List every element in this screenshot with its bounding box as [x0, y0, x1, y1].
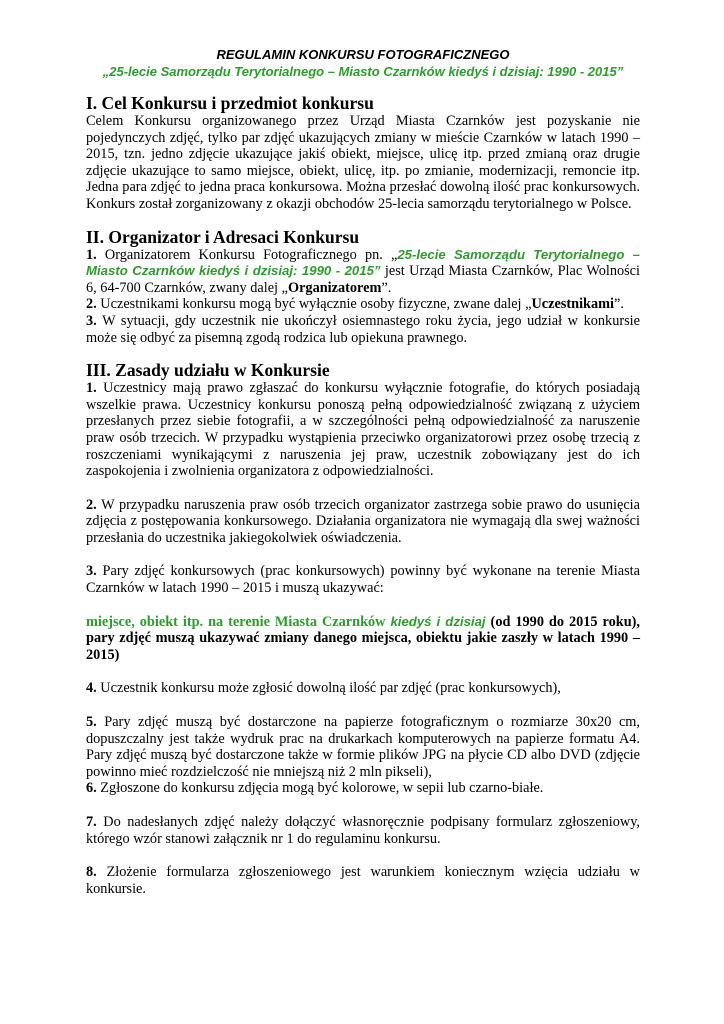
section-3-heading: III. Zasady udziału w Konkursie — [86, 360, 330, 381]
section-3-paragraph-4 — [86, 680, 640, 697]
section-3-paragraph-2 — [86, 497, 640, 547]
paragraph-text: Uczestnikami konkursu mogą być wyłącznie osoby fizyczne, zwane dalej „ — [96, 296, 532, 313]
paragraph-number: 3. — [86, 312, 97, 329]
paragraph-number: 2. — [86, 296, 97, 313]
paragraph-number: 4. — [86, 680, 97, 697]
section-3-paragraph-1 — [86, 380, 640, 480]
paragraph-text: Zgłoszone do konkursu zdjęcia mogą być kolorowe, w sepii lub czarno-białe. — [96, 780, 544, 797]
bold-term-participants: Uczestnikami — [531, 296, 615, 313]
paragraph-number: 6. — [86, 780, 97, 797]
emphasis-bold-text: (od 1990 do 2015 roku), pary zdjęć muszą ukazywać zmiany danego miejsca, obiektu jakie zaszły w latach 1990 – 2015) — [86, 613, 641, 663]
paragraph-text: Uczestnik konkursu może zgłosić dowolną ilość par zdjęć (prac konkursowych), — [96, 680, 561, 697]
emphasis-green-text: miejsce, obiekt itp. na terenie Miasta Czarnków — [86, 613, 391, 630]
section-3-emphasis — [86, 614, 640, 664]
paragraph-number: 5. — [86, 714, 97, 731]
section-3-paragraph-8 — [86, 864, 640, 897]
bold-term-organizer: Organizatorem — [287, 279, 382, 296]
section-2-paragraph-2 — [86, 296, 640, 313]
section-1-body: Celem Konkursu organizowanego przez Urząd Miasta Czarnków jest pozyskanie nie pojedynczych zdjęć, tylko par zdjęć ukazujących zmiany w mieście Czarnków w latach 1990 – 2015, tzn. jedno zdjęcie ukazujące jakiś obiekt, miejsce, ulicę itp. przed zmianą oraz drugie zdjęcie ukazujące to samo miejsce, obiekt, ulicę, itp. po zmianie, modernizacji, remoncie itp. Jedna para zdjęć to jedna praca konkursowa. Można przesłać dowolną ilość prac konkursowych. Konkurs został zorganizowany z okazji obchodów 25-lecia samorządu terytorialnego w Polsce. — [86, 113, 640, 212]
emphasis-green-italic: kiedyś i dzisiaj — [390, 613, 486, 629]
paragraph-text: ”. — [614, 296, 624, 313]
paragraph-number: 7. — [86, 814, 97, 830]
paragraph-text: Złożenie formularza zgłoszeniowego jest warunkiem koniecznym wzięcia udziału w konkursie. — [86, 864, 640, 897]
paragraph-number: 3. — [86, 563, 97, 580]
paragraph-text: Pary zdjęć konkursowych (prac konkursowych) powinny być wykonane na terenie Miasta Czarnków w latach 1990 – 2015 i muszą ukazywać: — [86, 563, 640, 597]
section-3-paragraph-7 — [86, 814, 640, 847]
paragraph-text: Pary zdjęć muszą być dostarczone na papierze fotograficznym o rozmiarze 30x20 cm, dopuszczalny jest także wydruk prac na drukarkach komputerowych na papierze formatu A4. Pary zdjęć muszą być dostarczone także w formie plików JPG na płycie CD albo DVD (zdjęcie powinno mieć rozdzielczość nie mniejszą niż 2 mln pikseli), — [86, 714, 640, 780]
section-3-paragraph-5 — [86, 714, 640, 780]
document-page — [86, 46, 640, 897]
contest-name-highlight: 25-lecie Samorządu Terytorialnego – Miasto Czarnków kiedyś i dzisiaj: 1990 - 2015” — [86, 246, 640, 279]
paragraph-text: W przypadku naruszenia praw osób trzecich organizator zastrzega sobie prawo do usunięcia zdjęcia z postępowania konkursowego. Działania organizatora nie wymagają dla swej ważności przesłania do uczestnika jakiegokolwiek oświadczenia. — [86, 496, 640, 546]
paragraph-text: jest Urząd Miasta Czarnków, Plac Wolności 6, 64-700 Czarnków, zwany dalej „ — [86, 263, 641, 296]
section-3-paragraph-3 — [86, 563, 640, 596]
section-1-heading: I. Cel Konkursu i przedmiot konkursu — [86, 93, 374, 113]
paragraph-text: Do nadesłanych zdjęć należy dołączyć własnoręcznie podpisany formularz zgłoszeniowy, którego wzór stanowi załącznik nr 1 do regulaminu konkursu. — [86, 814, 640, 847]
paragraph-number: 1. — [86, 246, 97, 263]
section-2-paragraph-1 — [86, 247, 640, 297]
section-3-paragraph-6 — [86, 780, 640, 797]
paragraph-number: 8. — [86, 864, 97, 881]
section-2-paragraph-3 — [86, 313, 640, 346]
paragraph-text: Organizatorem Konkursu Fotograficznego pn. „ — [96, 246, 398, 263]
document-subtitle: „25-lecie Samorządu Terytorialnego – Miasto Czarnków kiedyś i dzisiaj: 1990 - 2015” — [102, 64, 624, 79]
paragraph-text: ”. — [381, 279, 392, 296]
paragraph-number: 1. — [86, 380, 97, 397]
paragraph-number: 2. — [86, 496, 97, 513]
document-title: REGULAMIN KONKURSU FOTOGRAFICZNEGO — [216, 47, 510, 62]
section-2-heading: II. Organizator i Adresaci Konkursu — [86, 226, 360, 247]
paragraph-text: Uczestnicy mają prawo zgłaszać do konkursu wyłącznie fotografie, do których posiadają wszelkie prawa. Uczestnicy konkursu ponoszą pełną odpowiedzialność związaną z użyciem przesłanych przez siebie fotografii, a w szczególności pełną odpowiedzialność za naruszenie praw osób trzecich. W przypadku wystąpienia przeciwko organizatorowi przez osobę trzecią z roszczeniami wynikającymi z naruszenia jej praw, uczestnik zobowiązany jest do ich zaspokojenia i zwolnienia organizatora z odpowiedzialności. — [86, 380, 640, 480]
paragraph-text: W sytuacji, gdy uczestnik nie ukończył osiemnastego roku życia, jego udział w konkursie może się odbyć za pisemną zgodą rodzica lub opiekuna prawnego. — [86, 312, 640, 346]
